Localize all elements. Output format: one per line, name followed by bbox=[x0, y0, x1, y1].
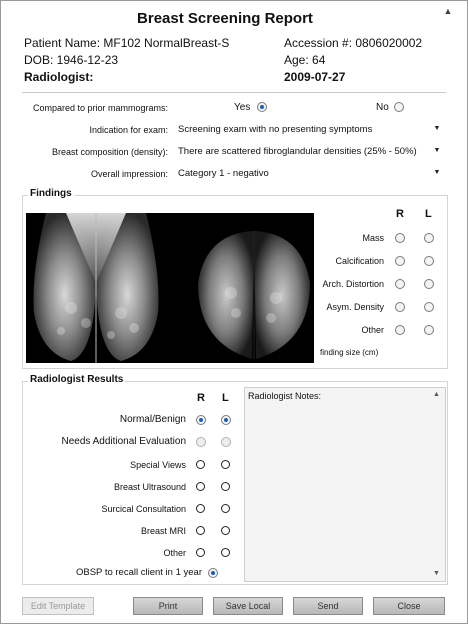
result-l-radio[interactable] bbox=[221, 504, 230, 513]
finding-l-radio[interactable] bbox=[424, 256, 434, 266]
finding-r-radio[interactable] bbox=[395, 279, 405, 289]
scroll-up-icon[interactable]: ▲ bbox=[443, 6, 453, 16]
notes-scroll-down-icon[interactable]: ▼ bbox=[433, 570, 440, 577]
notes-scroll-up-icon[interactable]: ▲ bbox=[433, 391, 440, 398]
header-divider bbox=[22, 92, 446, 93]
finding-label: Other bbox=[361, 325, 384, 335]
result-r-radio[interactable] bbox=[196, 504, 205, 513]
finding-label: Mass bbox=[362, 233, 384, 243]
finding-size-label: finding size (cm) bbox=[320, 348, 379, 357]
indication-dropdown-icon[interactable]: ▼ bbox=[433, 125, 441, 132]
result-l-radio[interactable] bbox=[221, 415, 231, 425]
result-label: Other bbox=[163, 548, 186, 558]
print-button[interactable]: Print bbox=[133, 597, 203, 615]
result-r-radio[interactable] bbox=[196, 415, 206, 425]
result-label: Surcical Consultation bbox=[101, 504, 186, 514]
finding-l-radio[interactable] bbox=[424, 302, 434, 312]
result-label: Special Views bbox=[130, 460, 186, 470]
result-l-radio[interactable] bbox=[221, 437, 231, 447]
result-l-radio[interactable] bbox=[221, 460, 230, 469]
results-col-l: L bbox=[222, 392, 229, 404]
finding-l-radio[interactable] bbox=[424, 233, 434, 243]
save-local-button[interactable]: Save Local bbox=[213, 597, 283, 615]
accession-number: Accession #: 0806020002 bbox=[284, 36, 423, 50]
result-r-radio[interactable] bbox=[196, 437, 206, 447]
composition-dropdown-icon[interactable]: ▼ bbox=[433, 147, 441, 154]
close-button[interactable]: Close bbox=[373, 597, 445, 615]
result-r-radio[interactable] bbox=[196, 526, 205, 535]
patient-dob: DOB: 1946-12-23 bbox=[24, 53, 119, 67]
finding-label: Arch. Distortion bbox=[322, 279, 384, 289]
result-r-radio[interactable] bbox=[196, 548, 205, 557]
findings-col-l: L bbox=[425, 208, 432, 220]
mammogram-image bbox=[26, 213, 314, 363]
composition-label: Breast composition (density): bbox=[51, 147, 168, 157]
result-label: Normal/Benign bbox=[119, 414, 186, 425]
recall-label: OBSP to recall client in 1 year bbox=[75, 567, 202, 578]
result-r-radio[interactable] bbox=[196, 482, 205, 491]
result-r-radio[interactable] bbox=[196, 460, 205, 469]
impression-select[interactable]: Category 1 - negativo bbox=[178, 168, 269, 179]
finding-r-radio[interactable] bbox=[395, 302, 405, 312]
indication-select[interactable]: Screening exam with no presenting symptoms bbox=[178, 124, 373, 135]
notes-label: Radiologist Notes: bbox=[248, 391, 322, 401]
findings-title: Findings bbox=[30, 188, 72, 199]
report-date: 2009-07-27 bbox=[284, 70, 346, 84]
patient-name: Patient Name: MF102 NormalBreast-S bbox=[24, 36, 230, 50]
patient-age: Age: 64 bbox=[284, 53, 326, 67]
finding-label: Calcification bbox=[335, 256, 384, 266]
results-title: Radiologist Results bbox=[30, 374, 124, 385]
compared-yes-radio[interactable] bbox=[257, 102, 267, 112]
radiologist-notes-field[interactable] bbox=[244, 387, 446, 582]
send-button[interactable]: Send bbox=[293, 597, 363, 615]
findings-col-r: R bbox=[396, 208, 404, 220]
finding-r-radio[interactable] bbox=[395, 233, 405, 243]
results-col-r: R bbox=[197, 392, 205, 404]
finding-r-radio[interactable] bbox=[395, 325, 405, 335]
yes-label: Yes bbox=[234, 102, 251, 113]
impression-label: Overall impression: bbox=[90, 169, 168, 179]
result-label: Needs Additional Evaluation bbox=[61, 436, 186, 447]
edit-template-button[interactable]: Edit Template bbox=[22, 597, 94, 615]
result-label: Breast Ultrasound bbox=[113, 482, 186, 492]
no-label: No bbox=[376, 102, 389, 113]
compared-no-radio[interactable] bbox=[394, 102, 404, 112]
report-title: Breast Screening Report bbox=[137, 10, 313, 27]
result-l-radio[interactable] bbox=[221, 526, 230, 535]
composition-select[interactable]: There are scattered fibroglandular densities (25% - 50%) bbox=[178, 146, 417, 157]
finding-l-radio[interactable] bbox=[424, 279, 434, 289]
result-l-radio[interactable] bbox=[221, 548, 230, 557]
finding-label: Asym. Density bbox=[326, 302, 384, 312]
indication-label: Indication for exam: bbox=[89, 125, 168, 135]
finding-l-radio[interactable] bbox=[424, 325, 434, 335]
recall-radio[interactable] bbox=[208, 568, 218, 578]
compared-label: Compared to prior mammograms: bbox=[32, 103, 168, 113]
radiologist-label: Radiologist: bbox=[24, 70, 94, 84]
finding-r-radio[interactable] bbox=[395, 256, 405, 266]
impression-dropdown-icon[interactable]: ▼ bbox=[433, 169, 441, 176]
result-l-radio[interactable] bbox=[221, 482, 230, 491]
result-label: Breast MRI bbox=[140, 526, 186, 536]
